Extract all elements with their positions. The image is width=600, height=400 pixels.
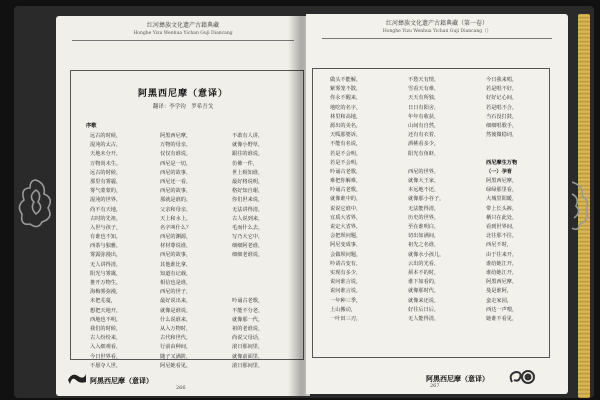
verse-line: 毛而什么去， [232,224,264,231]
left-column-1 [90,132,121,371]
right-column-2 [408,76,444,324]
verse-line: 从入万物时， [160,325,192,332]
verse-line: 雾露弥漫出， [90,252,122,259]
verse-line: 其他谁比拿， [160,261,192,268]
verse-line [232,279,263,288]
left-page [56,16,310,396]
verse-line: 尚不有天地， [90,206,122,213]
verse-line: 什么说谁来， [160,316,192,323]
verse-line: 年年有收获， [408,113,440,120]
right-page [306,14,568,394]
verse-line: 至在谁明白， [408,224,440,230]
verse-line: 北往那不往， [486,233,518,240]
verse-line: 就像那小谷子， [408,196,445,203]
verse-line: 曼是谁阿， [486,288,512,295]
right-header-rule [322,38,552,39]
verse-line: 实现有多少， [330,269,362,276]
verse-line: （一）孕育 [486,168,512,175]
verse-line: 西尼是一切， [160,160,192,167]
verse-line: 还有有衣着， [408,132,440,139]
verse-line: 混沌的世界， [90,197,122,204]
verse-line: 格好知自谢， [232,188,264,195]
verse-line: 细细唱歌手， [486,122,518,129]
verse-line: 好好记心间， [486,95,518,102]
verse-line: 说定大省界， [330,224,362,230]
dragon-ornament-icon [66,370,88,386]
left-page-number: 266 [176,385,186,391]
verse-line: 阿尼变成事， [330,242,362,249]
verse-line [232,288,263,297]
left-title: 阿黑西尼摩（意译） [137,89,228,99]
verse-line: 雪看天有难， [408,86,440,93]
verse-line: 那就是谁的， [160,197,192,204]
right-header-title: 红河彝族文化遗产古籍典藏（第一卷） [385,20,488,27]
verse-line: 远古的时候， [90,133,122,139]
verse-line: 天地未分开， [90,151,122,158]
verse-line: 不愿夺人世， [90,362,122,369]
verse-line: 想把天地开， [90,307,122,314]
verse-line: 世上相知谁， [232,169,264,176]
cloud-ornament-right-icon [568,178,590,234]
verse-line: 好往后日后， [408,306,440,313]
verse-line: 万物尚未生。 [90,160,122,167]
verse-line: 西尼的世子， [160,289,192,296]
verse-line: 混沌的太古， [90,142,122,149]
left-header-rule [72,40,294,41]
right-page-number: 267 [430,383,440,389]
left-header-title: 红河彝族文化遗产古籍典藏 [146,22,219,29]
verse-line: 一年种三季， [330,297,362,304]
verse-line: 祖的老谁说， [232,325,264,332]
verse-line: 西尼的故事， [160,252,192,259]
verse-line [232,270,263,279]
verse-line: 绿绿那里看， [486,187,518,194]
verse-line: 西地也不明， [90,316,122,323]
verse-line: 西尼的世界， [408,168,440,175]
verse-line: 知道有记载， [160,270,192,277]
verse-line: 天天有所独， [408,95,440,102]
verse-line: 西尼的渊源， [160,234,192,241]
verse-line: 最好将说明， [232,178,264,185]
verse-line: 阿黑西尼摩， [160,133,192,139]
left-column-3 [232,132,263,371]
verse-line: 说问谁言说， [330,279,362,286]
verse-line: 古人纷纷来， [90,335,122,342]
left-editors: 翻译：李学钧 罗希吾戈 [152,104,214,110]
spiral-ornament-icon [506,366,536,388]
verse-line: 西尼不时， [486,242,512,249]
verse-line: 阿黑西尼摩， [486,279,518,286]
verse-line: 若是不会明， [330,150,362,157]
verse-line: 谁给她江开， [486,260,518,267]
verse-line: 西达一声喂， [486,306,518,313]
verse-line: 细细老谁说， [232,252,264,259]
left-footer-title: 阿黑西尼摩（意译） [90,376,153,385]
verse-line: 仅仅有谁说， [160,151,192,158]
verse-line: 不能有名说， [330,141,362,148]
verse-line: 须本不的时， [408,269,440,276]
verse-line: 西尼的故事， [160,169,192,176]
verse-line: 说问谁言说， [330,288,362,295]
verse-line: 相信也是谁， [160,280,192,286]
verse-line: 远古的时候， [90,169,122,176]
verse-line: 天呱那婆诉， [330,132,362,139]
verse-line: 万物的母亲， [160,142,192,149]
verse-line: 今日世界看， [90,353,122,360]
verse-line: 源出的美名， [330,122,362,129]
verse-line: 你们世来说， [232,197,264,204]
verse-line: 历史的世界， [408,214,440,221]
verse-line: 就像水小孩儿， [408,251,445,258]
verse-line: 阳光与雾霭， [90,270,122,277]
verse-line: 吟诵古老歌， [330,187,362,194]
verse-line: 最好说出来， [160,298,192,305]
verse-line: 当石没打鼓， [486,113,518,120]
verse-line: 西尼摩生万物 [486,159,518,166]
verse-line: 然後微稳词， [486,132,518,139]
verse-line: 吟请古变有， [330,260,362,267]
verse-line: 就像那时代， [408,288,440,295]
verse-line: 无人讲得清， [90,261,122,268]
verse-line: 蛮走家园， [486,297,512,304]
verse-line: 那里有雾霾， [90,178,122,185]
verse-line: 入入细观看， [90,344,122,351]
cloud-ornament-icon [16,176,56,232]
verse-line: 阿黑西尼摩， [486,178,518,185]
verse-line: 本远地不还， [408,187,440,194]
verse-line: 西尼还一看， [160,178,192,185]
verse-line: 古代和世代， [160,335,192,342]
verse-line [486,140,517,149]
verse-line: 滚日那间里， [232,362,264,369]
verse-line: 无人能得清， [408,315,440,322]
verse-line: 古时的先祖， [90,215,122,222]
right-header [306,20,568,36]
verse-line: 随子又满阶， [160,353,192,360]
verse-line: 跟往的谁说， [232,151,264,158]
verse-line: 有谁也不知， [90,234,122,241]
verse-line: 谁下如看的， [408,279,440,286]
verse-line: 山间有自然， [408,122,440,129]
verse-line: 推开万物生， [90,280,122,286]
verse-line: 行前由种间， [160,344,192,351]
verse-line: 无法能得清， [408,205,440,212]
verse-line: 做头不能解， [330,77,362,83]
verse-line: 地吃的名字， [330,104,362,111]
verse-line: 就像是谁说， [160,307,192,314]
verse-line: 会做坝问题， [330,251,362,258]
verse-line: 无法讲得清， [232,206,264,213]
right-column-3 [486,76,517,324]
verse-line: 不愁天有情， [408,77,440,83]
left-section-head [86,122,96,131]
verse-line: 细细阿老谁， [232,243,264,250]
verse-line: 入世与孩子， [90,224,122,231]
verse-line: 若是唱不合， [486,104,518,111]
verse-line: 我们的时候， [90,325,122,332]
left-header-subtitle: Honghe Yizu Wenhua Yichan Guji Diancang [133,31,233,36]
verse-line: 切出如满间， [408,233,440,240]
verse-line: 天上和水上， [160,215,192,222]
right-footer-title: 阿黑西尼摩（意译） [426,374,489,383]
verse-line: 就像小野草， [232,142,264,149]
verse-line: 仿佛一件， [232,160,258,167]
verse-line: 海梅雾弥漫， [90,289,122,296]
verse-line: 看到世界间， [486,224,518,230]
verse-line [232,261,263,270]
left-column-2 [160,132,191,371]
verse-line: 吟诵古老歌， [232,298,264,305]
verse-line: 带上长头裤， [486,205,518,212]
verse-line: 酒桃看多少， [408,141,440,148]
verse-line: 阳光有鱼虾， [408,150,440,157]
verse-line: 会把坝问题， [330,233,362,240]
verse-line: 名字叫什么？ [160,224,192,231]
verse-line: 宜质大省界， [330,214,362,221]
verse-line: 父亲和母亲， [160,206,192,213]
verse-line: 不能不分老， [232,307,264,314]
verse-line: 今日我来唱， [486,77,518,83]
verse-line: 古人说到来， [232,215,264,222]
verse-line: 就像来还说， [408,297,440,304]
verse-line: 材材尊说谁， [160,243,192,250]
verse-line [408,159,444,168]
left-header [56,22,310,38]
verse-line: 谁给她江开， [486,269,518,276]
verse-line: 就像前面里， [232,353,264,360]
verse-line: 就像那一代， [232,316,264,323]
verse-line: 云出的光看， [408,260,440,267]
verse-line: 紫雾笼不散， [330,86,362,93]
verse-line: 一叶田三刃， [330,315,362,322]
verse-line: 若是不会明， [330,159,362,166]
verse-line: 日日有阳舍， [408,104,440,111]
verse-line: 祖先之名谁， [408,242,440,249]
verse-line [486,150,517,159]
verse-line: 尚说父母话， [232,335,264,342]
verse-line: 阿尼她看见， [160,362,192,369]
verse-line: 栖只在此处， [486,214,518,221]
verse-line: 若是唱不好， [486,86,518,93]
verse-line: 说说它谁中， [330,205,362,212]
verse-line: 不敢有人讲， [232,133,264,139]
verse-line: 西茶与独雅， [90,243,122,250]
right-column-1 [330,76,361,324]
verse-line: 雾气蒙蒙的， [90,188,122,195]
verse-line: 她谁不看见， [486,315,518,322]
verse-line: 大城里阳暖， [486,196,518,203]
verse-line: 上山搬动， [330,306,356,313]
verse-line: 由于往来开， [486,251,518,258]
verse-line: 你永不醒来， [330,95,362,102]
verse-line: 滚日那间里， [232,344,264,351]
section-head-text: 序歌 [86,123,97,129]
right-header-subtitle: Honghe Yizu Wenhua Yichan Guji Diancang（） [382,29,492,34]
verse-line: 写乃大它中， [232,234,264,241]
verse-line: 难把你解难， [330,178,362,185]
verse-line: 未把芜蔓， [90,298,116,305]
verse-line: 吟诵古老歌， [330,168,362,175]
verse-line: 就像大王家， [408,178,440,185]
verse-line: 林里和高地， [330,113,362,120]
verse-line: 西尼的故事， [160,188,192,195]
verse-line: 就像谁中的， [330,196,362,203]
